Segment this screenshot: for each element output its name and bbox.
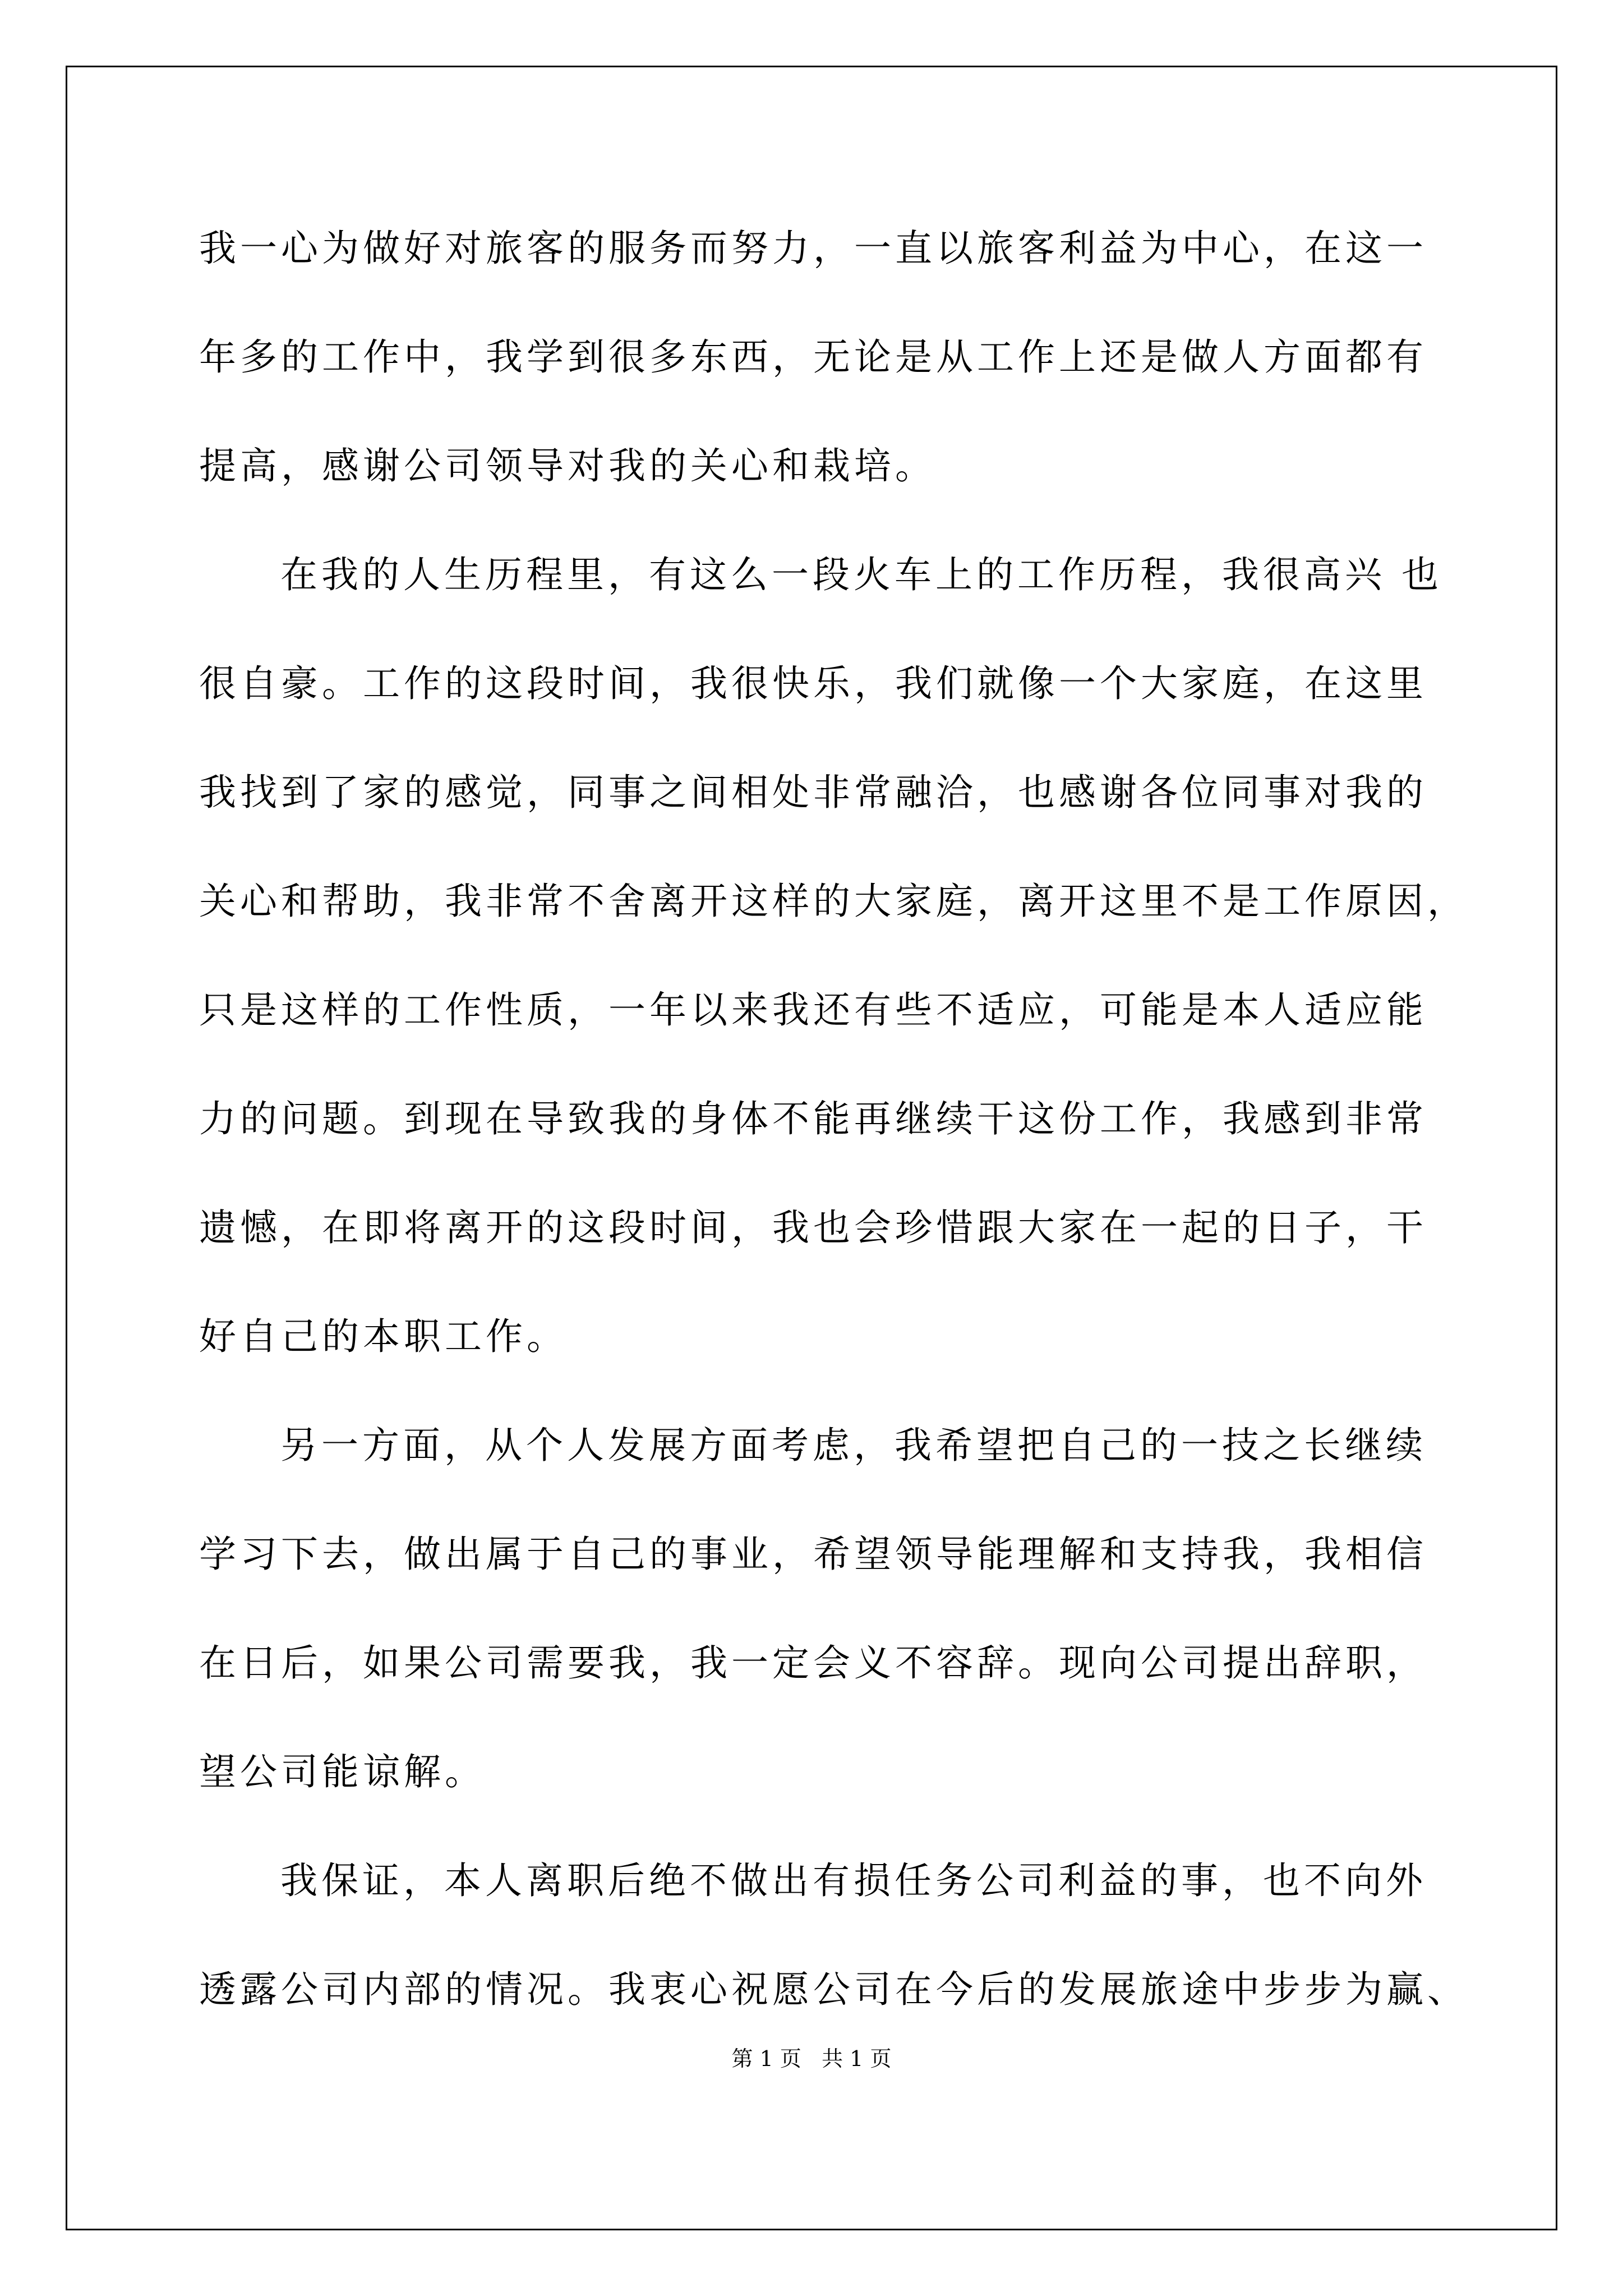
paragraph-line: 望公司能谅解。: [199, 1750, 486, 1793]
paragraph-line: 关心和帮助，我非常不舍离开这样的大家庭，离开这里不是工作原因，: [199, 880, 1468, 923]
paragraph-line: 在我的人生历程里，有这么一段火车上的工作历程，我很高兴 也: [280, 553, 1442, 596]
paragraph-line: 好自己的本职工作。: [199, 1315, 568, 1358]
paragraph-line: 力的问题。到现在导致我的身体不能再继续干这份工作，我感到非常: [199, 1097, 1427, 1140]
paragraph-line: 我保证，本人离职后绝不做出有损任务公司利益的事，也不向外: [280, 1859, 1427, 1902]
paragraph-line: 遗憾，在即将离开的这段时间，我也会珍惜跟大家在一起的日子，干: [199, 1206, 1427, 1249]
paragraph-line: 提高，感谢公司领导对我的关心和栽培。: [199, 444, 936, 487]
paragraph-line: 我一心为做好对旅客的服务而努力，一直以旅客利益为中心，在这一: [199, 227, 1427, 270]
paragraph-line: 我找到了家的感觉，同事之间相处非常融洽，也感谢各位同事对我的: [199, 771, 1427, 814]
paragraph-line: 在日后，如果公司需要我，我一定会义不容辞。现向公司提出辞职，: [199, 1641, 1427, 1685]
paragraph-line: 另一方面，从个人发展方面考虑，我希望把自己的一技之长继续: [280, 1424, 1427, 1467]
paragraph-line: 透露公司内部的情况。我衷心祝愿公司在今后的发展旅途中步步为赢、: [199, 1968, 1468, 2011]
paragraph-line: 很自豪。工作的这段时间，我很快乐，我们就像一个大家庭，在这里: [199, 662, 1427, 705]
paragraph-line: 学习下去，做出属于自己的事业，希望领导能理解和支持我，我相信: [199, 1533, 1427, 1576]
paragraph-line: 年多的工作中，我学到很多东西，无论是从工作上还是做人方面都有: [199, 335, 1427, 379]
paragraph-line: 只是这样的工作性质，一年以来我还有些不适应，可能是本人适应能: [199, 988, 1427, 1032]
page-number-footer: 第 1 页 共 1 页: [731, 2046, 892, 2071]
